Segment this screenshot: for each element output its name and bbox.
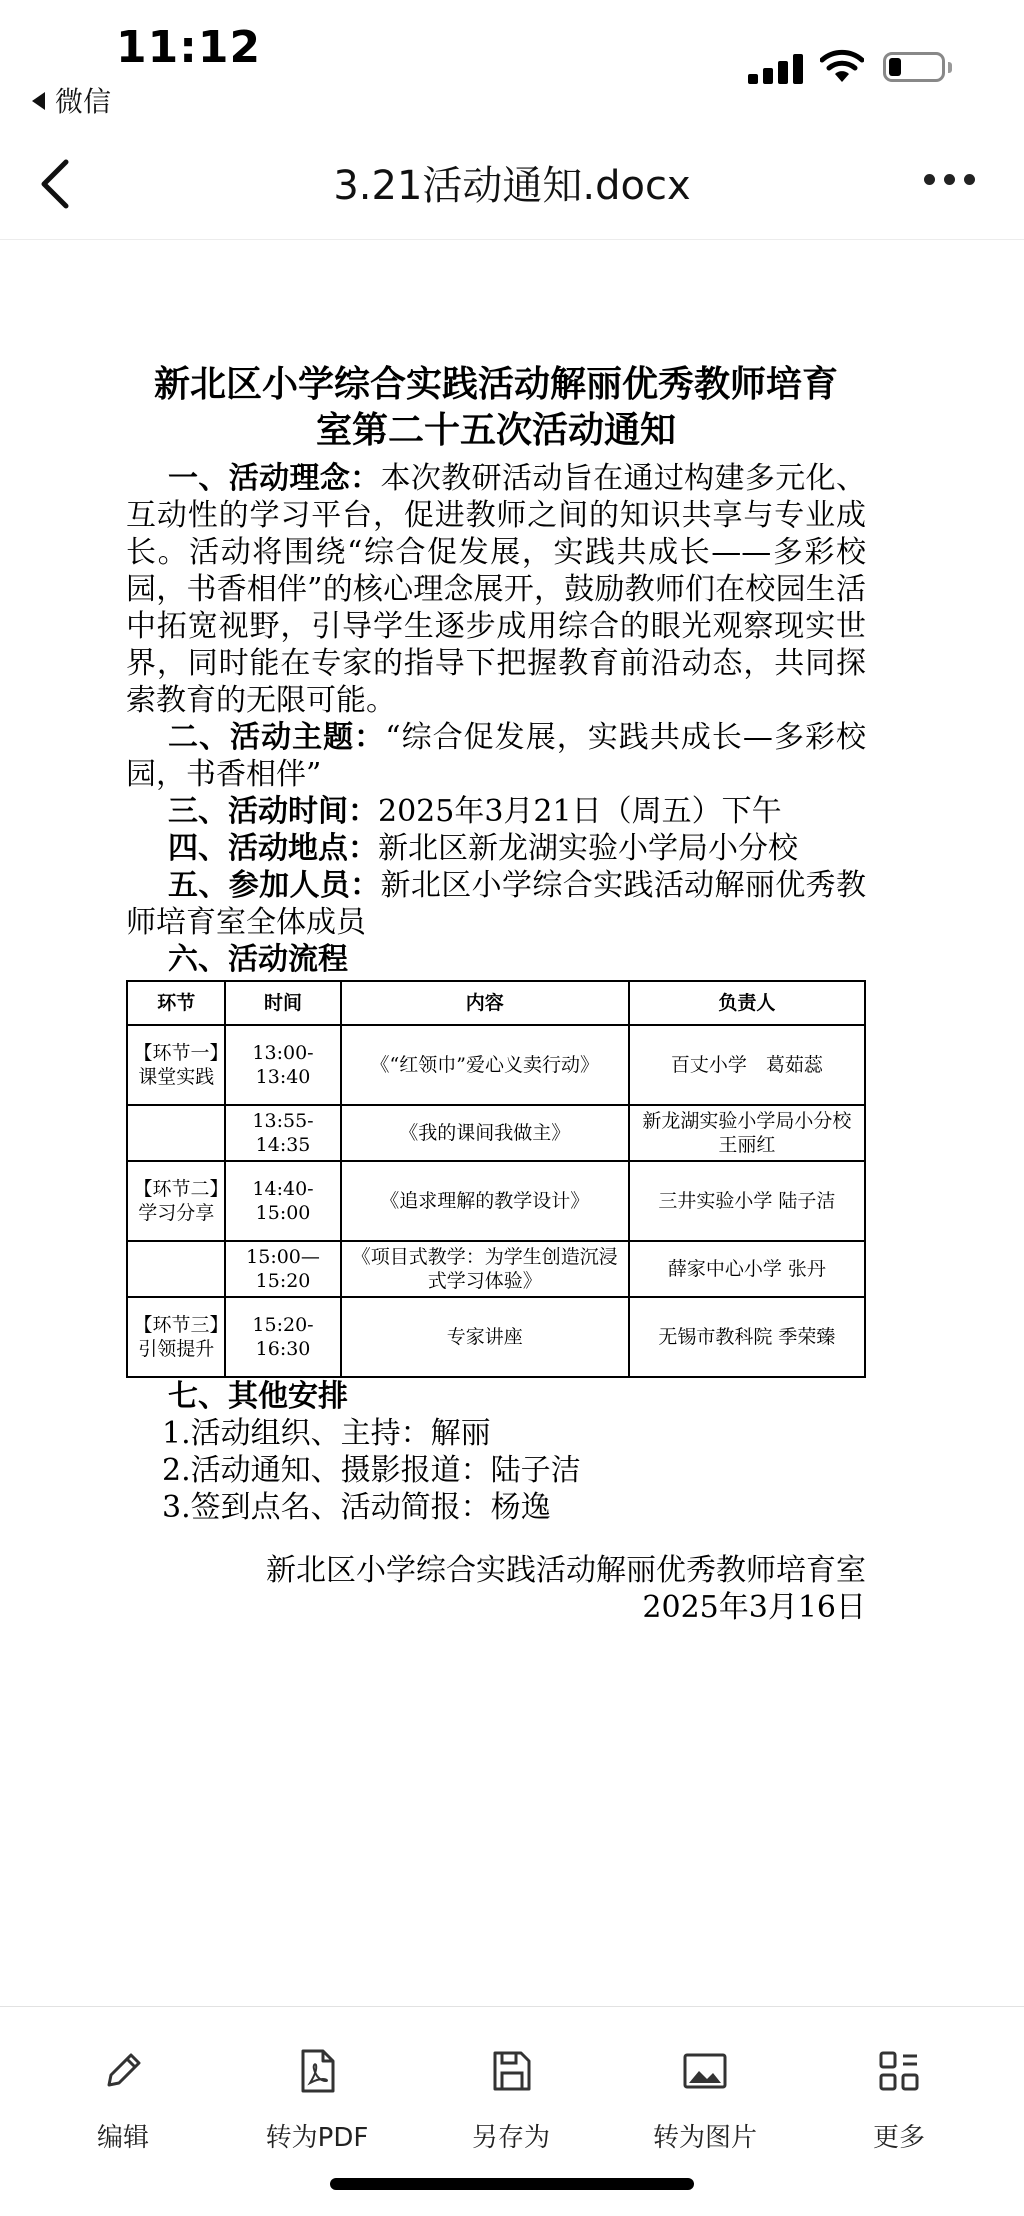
cell-time: 15:20-16:30 [225, 1297, 340, 1377]
cell-owner: 新龙湖实验小学局小分校 王丽红 [629, 1105, 865, 1161]
image-icon [681, 2047, 729, 2095]
section-text: 2025年3月21日（周五）下午 [378, 794, 782, 829]
title-line-1: 新北区小学综合实践活动解丽优秀教师培育 [153, 364, 838, 405]
section-text: 新北区新龙湖实验小学局小分校 [378, 831, 798, 866]
section-text: 本次教研活动旨在通过构建多元化、互动性的学习平台，促进教师之间的知识共享与专业成长。活动将围绕“综合促发展，实践共成长——多彩校园，书香相伴”的核心理念展开，鼓励教师们在校园生活中拓宽视野，引导学生逐步成用综合的眼光观察现实世界，同时能在专家的指导下把握教育前沿动态，共同探索教育的无限可能。 [126, 461, 867, 718]
section-text: 新北区小学综合实践活动解丽优秀教师培育室全体成员 [126, 868, 867, 940]
section-time [126, 793, 866, 830]
battery-cap [948, 62, 952, 73]
cell-owner: 薛家中心小学 张丹 [629, 1241, 865, 1297]
header-owner: 负责人 [629, 981, 865, 1025]
section-text: “综合促发展，实践共成长—多彩校园，书香相伴” [126, 720, 867, 792]
section-label: 二、活动主题： [168, 720, 386, 755]
table-row [127, 1297, 865, 1377]
section-participants [126, 867, 866, 941]
list-item: 3.签到点名、活动简报：杨逸 [162, 1490, 551, 1525]
pdf-icon [293, 2047, 341, 2095]
document-file-name: 3.21活动通知.docx [333, 163, 691, 209]
convert-to-pdf-button[interactable] [242, 2047, 392, 2154]
back-triangle-icon [32, 92, 45, 110]
title-line-2: 室第二十五次活动通知 [315, 410, 676, 451]
section-theme [126, 719, 866, 793]
status-bar [0, 0, 1024, 120]
section-label: 一、活动理念： [168, 461, 381, 496]
save-as-label: 另存为 [471, 2123, 550, 2153]
cell-time: 14:40-15:00 [225, 1161, 340, 1241]
edit-button[interactable] [48, 2047, 198, 2154]
cell-content: 专家讲座 [341, 1297, 629, 1377]
cell-stage [127, 1105, 225, 1161]
list-item: 2.活动通知、摄影报道：陆子洁 [162, 1453, 581, 1488]
convert-to-pdf-label: 转为PDF [265, 2123, 369, 2153]
cell-time: 13:55-14:35 [225, 1105, 340, 1161]
home-indicator[interactable] [330, 2178, 694, 2190]
signature-date: 2025年3月16日 [642, 1590, 866, 1625]
cell-owner: 百丈小学 葛茹蕊 [629, 1025, 865, 1105]
flow-heading: 六、活动流程 [168, 942, 348, 977]
save-icon [487, 2047, 535, 2095]
document-page [126, 362, 866, 1626]
cell-time: 13:00-13:40 [225, 1025, 340, 1105]
more-button[interactable] [824, 2047, 974, 2154]
document-title [126, 362, 866, 454]
cell-content: 《我的课间我做主》 [341, 1105, 629, 1161]
status-time: 11:12 [116, 22, 262, 73]
back-app-label: 微信 [55, 85, 112, 118]
wifi-icon [820, 48, 864, 84]
battery-icon [883, 52, 945, 82]
other-arrangements-heading: 七、其他安排 [168, 1379, 348, 1414]
header-content: 内容 [341, 981, 629, 1025]
cell-stage: 【环节二】学习分享 [127, 1161, 225, 1241]
cell-stage [127, 1241, 225, 1297]
other-arrangements-list [126, 1415, 866, 1526]
cell-time: 15:00—15:20 [225, 1241, 340, 1297]
back-arrow-icon[interactable] [36, 154, 76, 214]
header-time: 时间 [225, 981, 340, 1025]
section-label: 五、参加人员： [168, 868, 381, 903]
convert-to-image-button[interactable] [630, 2047, 780, 2154]
more-options-icon[interactable] [920, 160, 980, 200]
convert-to-image-label: 转为图片 [652, 2123, 757, 2153]
back-to-app-link[interactable] [32, 80, 111, 120]
pencil-icon [99, 2047, 147, 2095]
section-label: 四、活动地点： [168, 831, 378, 866]
table-row [127, 1025, 865, 1105]
edit-label: 编辑 [96, 2123, 149, 2153]
signature-block [126, 1552, 866, 1626]
table-row [127, 1161, 865, 1241]
section-location [126, 830, 866, 867]
table-header-row [127, 981, 865, 1025]
cell-owner: 三井实验小学 陆子洁 [629, 1161, 865, 1241]
cellular-signal-icon [748, 52, 804, 84]
nav-bar [0, 130, 1024, 240]
table-row [127, 1241, 865, 1297]
activity-flow-table [126, 980, 866, 1378]
table-row [127, 1105, 865, 1161]
grid-icon [875, 2047, 923, 2095]
save-as-button[interactable] [436, 2047, 586, 2154]
cell-content: 《追求理解的教学设计》 [341, 1161, 629, 1241]
cell-stage: 【环节三】引领提升 [127, 1297, 225, 1377]
list-item: 1.活动组织、主持：解丽 [162, 1416, 491, 1451]
cell-stage: 【环节一】课堂实践 [127, 1025, 225, 1105]
section-philosophy [126, 460, 866, 719]
header-stage: 环节 [127, 981, 225, 1025]
section-label: 三、活动时间： [168, 794, 378, 829]
signature-org: 新北区小学综合实践活动解丽优秀教师培育室 [266, 1553, 866, 1588]
more-label: 更多 [872, 2123, 925, 2153]
cell-content: 《“红领巾”爱心义卖行动》 [341, 1025, 629, 1105]
cell-owner: 无锡市教科院 季荣臻 [629, 1297, 865, 1377]
cell-content: 《项目式教学：为学生创造沉浸式学习体验》 [341, 1241, 629, 1297]
